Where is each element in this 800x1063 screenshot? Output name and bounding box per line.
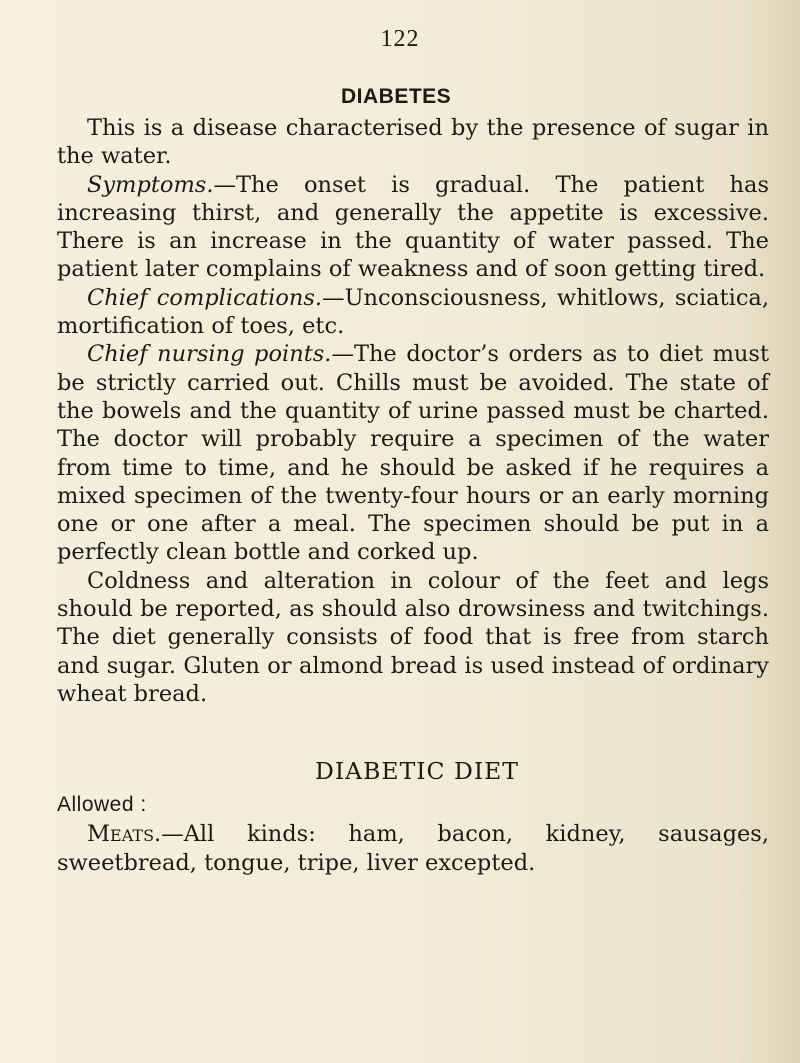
chapter-heading: DIABETES (341, 85, 452, 108)
nursing-paragraph (57, 340, 769, 566)
meats-text: —All kinds: ham, bacon, kidney, sausages, sweetbread, tongue, tripe, liver excepted. (57, 821, 769, 876)
complications-paragraph (57, 284, 769, 341)
nursing-label: Chief nursing points. (87, 341, 332, 368)
coldness-paragraph: Coldness and alteration in colour of the feet and legs should be reported, as should also drowsiness and twitchings. The diet generally consists of food that is free from starch and sugar. Gluten or almond bread is used instead of ordinary wheat bread. (57, 567, 769, 707)
intro-paragraph: This is a disease characterised by the presence of sugar in the water. (57, 115, 769, 170)
symptoms-text: —The onset is gradual. The patient has increasing thirst, and generally the appetite is excessive. There is an increase in the quantity of water passed. The patient later complains of weakness and of soon getting tired. (57, 171, 769, 283)
allowed-label: Allowed : (57, 793, 147, 817)
symptoms-label: Symptoms. (87, 171, 214, 198)
meats-label: Meats. (87, 821, 162, 848)
nursing-text: —The doctor’s orders as to diet must be strictly carried out. Chills must be avoided. The state of the bowels and the quantity of urine passed must be charted. The doctor will probably require a specimen of the water from time to time, and he should be asked if he requires a mixed specimen of the twenty-four hours or an early morning one or one after a meal. The specimen should be put in a perfectly clean bottle and corked up. (57, 341, 769, 566)
symptoms-paragraph (57, 171, 769, 284)
page-number: 122 (380, 26, 420, 52)
page-text (57, 80, 769, 877)
complications-text: —Unconsciousness, whitlows, sciatica, mortification of toes, etc. (57, 284, 770, 340)
diet-heading: DIABETIC DIET (315, 757, 519, 786)
meats-paragraph (57, 820, 769, 877)
complications-label: Chief complications. (87, 284, 323, 311)
